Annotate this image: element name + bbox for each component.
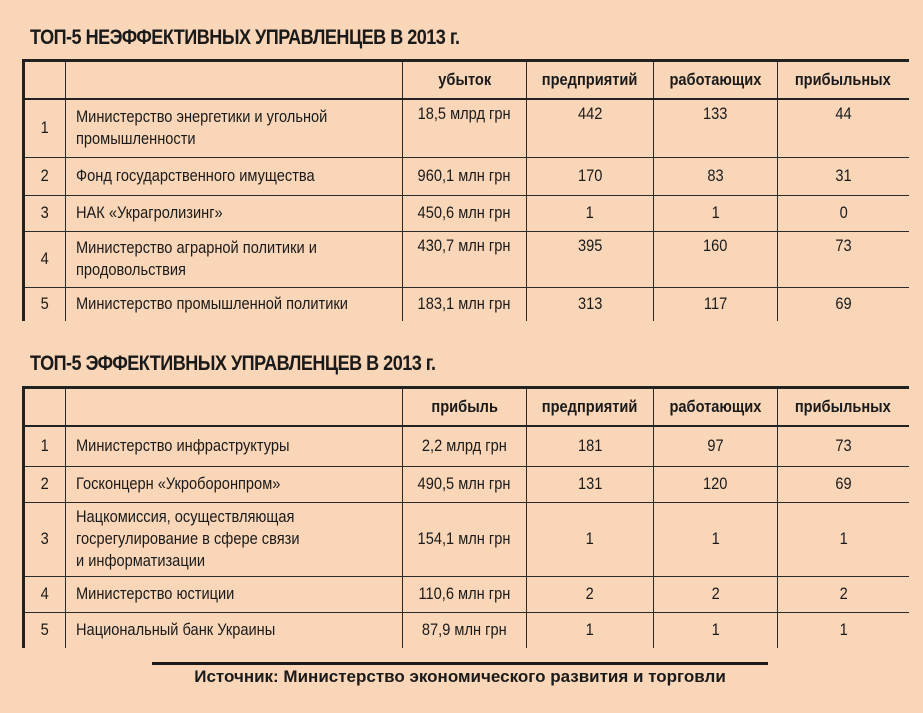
- profitable-count: 69: [778, 466, 909, 502]
- enterprises-count: 1: [527, 612, 654, 648]
- working-count: 83: [654, 157, 778, 195]
- profitable-count: 31: [778, 157, 909, 195]
- profitable-count: 2: [778, 576, 909, 612]
- working-count: 1: [654, 612, 778, 648]
- table-row: [24, 426, 909, 466]
- enterprises-count: 181: [527, 426, 654, 466]
- enterprises-count: 131: [527, 466, 654, 502]
- source-divider: [152, 662, 768, 665]
- working-count: 97: [654, 426, 778, 466]
- table-row: [24, 231, 909, 287]
- table-row: [24, 99, 909, 157]
- profitable-count: 1: [778, 502, 909, 576]
- header-profitable: прибыльных: [778, 61, 909, 100]
- row-number: 5: [24, 287, 66, 321]
- table-row: [24, 576, 909, 612]
- row-number: 3: [24, 195, 66, 231]
- header-profitable: прибыльных: [778, 388, 909, 427]
- manager-name: Министерство аграрной политики и продовольствия: [66, 231, 403, 287]
- table-header-row: [24, 61, 909, 100]
- loss-amount: 18,5 млрд грн: [403, 99, 527, 157]
- table-header-row: [24, 388, 909, 427]
- row-number: 5: [24, 612, 66, 648]
- loss-amount: 450,6 млн грн: [403, 195, 527, 231]
- enterprises-count: 1: [527, 195, 654, 231]
- enterprises-count: 1: [527, 502, 654, 576]
- profitable-count: 73: [778, 426, 909, 466]
- working-count: 133: [654, 99, 778, 157]
- manager-name: НАК «Украгролизинг»: [66, 195, 403, 231]
- working-count: 1: [654, 502, 778, 576]
- row-number: 4: [24, 576, 66, 612]
- profitable-count: 44: [778, 99, 909, 157]
- header-loss: убыток: [403, 61, 527, 100]
- manager-name: Министерство энергетики и угольной промышленности: [66, 99, 403, 157]
- header-working: работающих: [654, 61, 778, 100]
- enterprises-count: 395: [527, 231, 654, 287]
- source-note: Источник: Министерство экономического развития и торговли: [194, 667, 726, 686]
- row-number: 3: [24, 502, 66, 576]
- effective-managers-table: [22, 386, 909, 648]
- row-number: 4: [24, 231, 66, 287]
- header-enterprises: предприятий: [527, 61, 654, 100]
- manager-name: Фонд государственного имущества: [66, 157, 403, 195]
- working-count: 160: [654, 231, 778, 287]
- header-cell: [24, 61, 66, 100]
- profitable-count: 69: [835, 294, 852, 314]
- profitable-count: 73: [778, 231, 909, 287]
- enterprises-count: 442: [527, 99, 654, 157]
- manager-name: Национальный банк Украины: [66, 612, 403, 648]
- profit-amount: 2,2 млрд грн: [403, 426, 527, 466]
- profit-amount: 87,9 млн грн: [403, 612, 527, 648]
- header-working: работающих: [654, 388, 778, 427]
- header-cell: [66, 61, 403, 100]
- header-profit: прибыль: [403, 388, 527, 427]
- row-number: 1: [24, 426, 66, 466]
- profitable-count: 0: [778, 195, 909, 231]
- profit-amount: 110,6 млн грн: [403, 576, 527, 612]
- profitable-count: 1: [839, 620, 848, 640]
- manager-name: Министерство юстиции: [66, 576, 403, 612]
- working-count: 120: [654, 466, 778, 502]
- table-row: [24, 195, 909, 231]
- effective-table-title: ТОП-5 ЭФФЕКТИВНЫХ УПРАВЛЕНЦЕВ В 2013 г.: [30, 352, 436, 375]
- table-row: [24, 502, 909, 576]
- header-cell: [66, 388, 403, 427]
- loss-amount: 960,1 млн грн: [403, 157, 527, 195]
- row-number: 2: [24, 466, 66, 502]
- header-cell: [24, 388, 66, 427]
- manager-name: Министерство промышленной политики: [66, 287, 403, 321]
- table-row: [24, 157, 909, 195]
- working-count: 117: [654, 287, 778, 321]
- enterprises-count: 2: [527, 576, 654, 612]
- ineffective-table-title: ТОП-5 НЕЭФФЕКТИВНЫХ УПРАВЛЕНЦЕВ В 2013 г.: [30, 26, 460, 49]
- manager-name: Госконцерн «Укроборонпром»: [66, 466, 403, 502]
- header-enterprises: предприятий: [527, 388, 654, 427]
- manager-name: Нацкомиссия, осуществляющая госрегулирование в сфере связи и информатизации: [66, 502, 403, 576]
- working-count: 2: [654, 576, 778, 612]
- loss-amount: 183,1 млн грн: [403, 287, 527, 321]
- manager-name: Министерство инфраструктуры: [66, 426, 403, 466]
- enterprises-count: 313: [527, 287, 654, 321]
- row-number: 2: [24, 157, 66, 195]
- table-row: [24, 287, 909, 321]
- loss-amount: 430,7 млн грн: [403, 231, 527, 287]
- ineffective-managers-table: [22, 59, 909, 321]
- profit-amount: 490,5 млн грн: [403, 466, 527, 502]
- table-row: [24, 612, 909, 648]
- profit-amount: 154,1 млн грн: [403, 502, 527, 576]
- table-row: [24, 466, 909, 502]
- working-count: 1: [654, 195, 778, 231]
- enterprises-count: 170: [527, 157, 654, 195]
- row-number: 1: [24, 99, 66, 157]
